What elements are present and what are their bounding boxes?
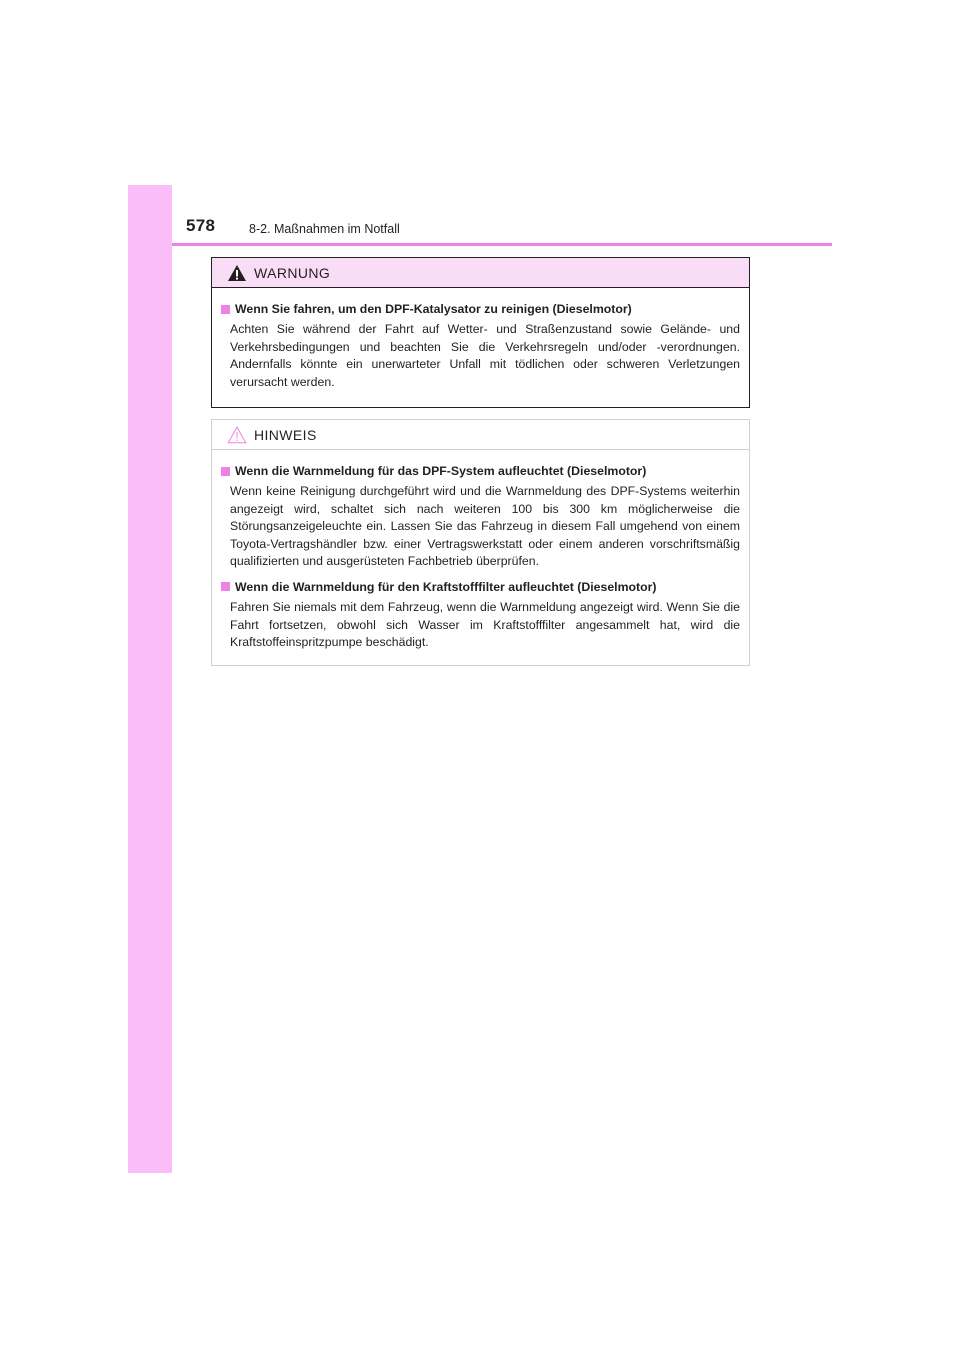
warning-item-title-text: Wenn Sie fahren, um den DPF-Katalysator zu reinigen (Dieselmotor) — [235, 302, 632, 316]
warning-body — [212, 288, 749, 391]
warning-item — [221, 301, 740, 391]
warning-item-text: Achten Sie während der Fahrt auf Wetter- und Straßenzustand sowie Gelände- und Verkehrsbedingungen und beachten Sie die Verkehrsregeln und/oder -verordnungen. Andernfalls könnte ein unerwarteter Unfall mit tödlichen oder schweren Verletzungen verursacht werden. — [230, 322, 740, 389]
pink-square-bullet — [221, 582, 230, 591]
pink-square-bullet — [221, 467, 230, 476]
notice-label: HINWEIS — [254, 426, 317, 443]
warning-box — [211, 257, 750, 408]
notice-item-text: Fahren Sie niemals mit dem Fahrzeug, wenn die Warnmeldung angezeigt wird. Wenn Sie die Fahrt fortsetzen, obwohl sich Wasser im Kraftstofffilter angesammelt hat, wird die Kraftstoffeinspritzpumpe beschädigt. — [230, 599, 740, 650]
pink-square-bullet — [221, 305, 230, 314]
notice-item — [221, 463, 740, 571]
notice-item-title-text: Wenn die Warnmeldung für den Kraftstofffilter aufleuchtet (Dieselmotor) — [235, 579, 657, 594]
warning-triangle-filled-icon — [227, 264, 247, 282]
warning-header — [212, 258, 749, 288]
notice-item-text: Wenn keine Reinigung durchgeführt wird und die Warnmeldung des DPF-Systems weiterhin angezeigt wird, schaltet sich nach weiteren 100 bis 300 km möglicherweise die Störungsanzeigeleuchte ein. Lassen Sie das Fahrzeug in diesem Fall umgehend von einem Toyota-Vertragshändler bzw. einer Vertragswerkstatt oder einem anderen vorschriftsmäßig qualifizierten und ausgerüsteten Fachbetrieb überprüfen. — [230, 484, 740, 569]
notice-box — [211, 419, 750, 666]
page-number: 578 — [186, 216, 216, 235]
notice-body — [212, 450, 749, 652]
notice-item — [221, 579, 740, 652]
notice-item-title — [221, 463, 740, 479]
notice-item-title-text: Wenn die Warnmeldung für das DPF-System aufleuchtet (Dieselmotor) — [235, 464, 647, 478]
warning-triangle-outline-icon — [227, 426, 247, 444]
header-rule — [172, 243, 832, 246]
section-title: 8-2. Maßnahmen im Notfall — [249, 222, 400, 236]
warning-label: WARNUNG — [254, 264, 331, 281]
notice-item-title — [221, 579, 740, 595]
chapter-side-band — [128, 185, 172, 1173]
notice-header — [212, 420, 749, 450]
warning-item-title — [221, 301, 740, 317]
